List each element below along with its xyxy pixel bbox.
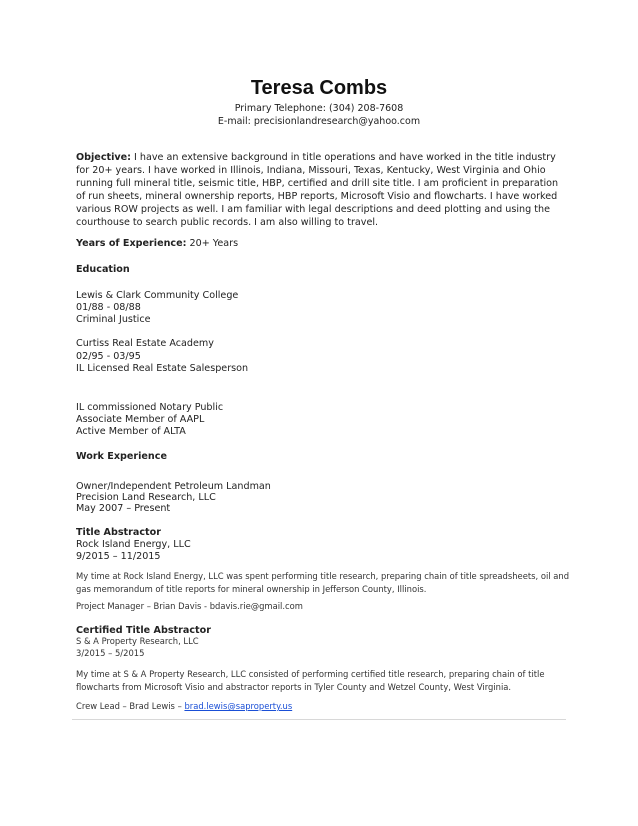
job2-contact: Project Manager – Brian Davis - bdavis.rie@gmail.com xyxy=(76,601,303,611)
objective-text: I have an extensive background in title operations and have worked in the title industry for 20+ years. I have worked in Illinois, Indiana, Missouri, Texas, Kentucky, West Virginia and Ohio running full mineral title, seismic title, HBP, certified and drill site title. I am proficient in preparation of run sheets, mineral ownership reports, HBP reports, Microsoft Visio and flowcharts. I have worked various ROW projects as well. I am familiar with legal descriptions and deed plotting and using the courthouse to search public records. I am also willing to travel. xyxy=(76,152,559,228)
years-experience-value: 20+ Years xyxy=(186,238,239,249)
job3-title: Certified Title Abstractor xyxy=(76,625,211,636)
work-heading: Work Experience xyxy=(76,451,167,462)
school2-dates: 02/95 - 03/95 xyxy=(76,351,141,362)
objective-paragraph xyxy=(76,151,566,229)
job3-dates: 3/2015 – 5/2015 xyxy=(76,648,145,658)
years-experience xyxy=(76,237,238,250)
job2-title: Title Abstractor xyxy=(76,527,161,538)
job2-dates: 9/2015 – 11/2015 xyxy=(76,551,161,562)
contact-phone: Primary Telephone: (304) 208-7608 xyxy=(234,103,404,114)
contact-email: E-mail: precisionlandresearch@yahoo.com xyxy=(217,116,421,127)
objective-label: Objective: xyxy=(76,152,131,163)
school1-name: Lewis & Clark Community College xyxy=(76,290,239,301)
job3-contact-label: Crew Lead – Brad Lewis – xyxy=(76,701,185,711)
resume-name: Teresa Combs xyxy=(250,77,388,99)
job3-description: My time at S & A Property Research, LLC consisted of performing certified title research, preparing chain of title flowcharts from Microsoft Visio and abstractor reports in Tyler County and Wetzel County, West Virginia. xyxy=(76,669,545,692)
credential-item: IL commissioned Notary Public xyxy=(76,402,224,413)
school2-name: Curtiss Real Estate Academy xyxy=(76,338,214,349)
bottom-divider xyxy=(72,719,566,720)
job2-company: Rock Island Energy, LLC xyxy=(76,539,191,550)
school2-field: IL Licensed Real Estate Salesperson xyxy=(76,363,249,374)
job1-company: Precision Land Research, LLC xyxy=(76,492,216,503)
years-experience-label: Years of Experience: xyxy=(76,238,187,249)
education-heading: Education xyxy=(76,264,130,275)
job3-company: S & A Property Research, LLC xyxy=(76,636,199,646)
job2-description: My time at Rock Island Energy, LLC was spent performing title research, preparing chain of title spreadsheets, oil and gas memorandum of title reports for mineral ownership in Jefferson County, Illinois. xyxy=(76,571,570,594)
school1-dates: 01/88 - 08/88 xyxy=(76,302,141,313)
school1-field: Criminal Justice xyxy=(76,314,151,325)
job1-dates: May 2007 – Present xyxy=(76,503,171,514)
credential-item: Associate Member of AAPL xyxy=(76,414,205,425)
job1-title: Owner/Independent Petroleum Landman xyxy=(76,481,271,492)
job3-contact xyxy=(76,700,292,713)
credential-item: Active Member of ALTA xyxy=(76,426,186,437)
job3-contact-email-link[interactable]: brad.lewis@saproperty.us xyxy=(184,701,293,711)
